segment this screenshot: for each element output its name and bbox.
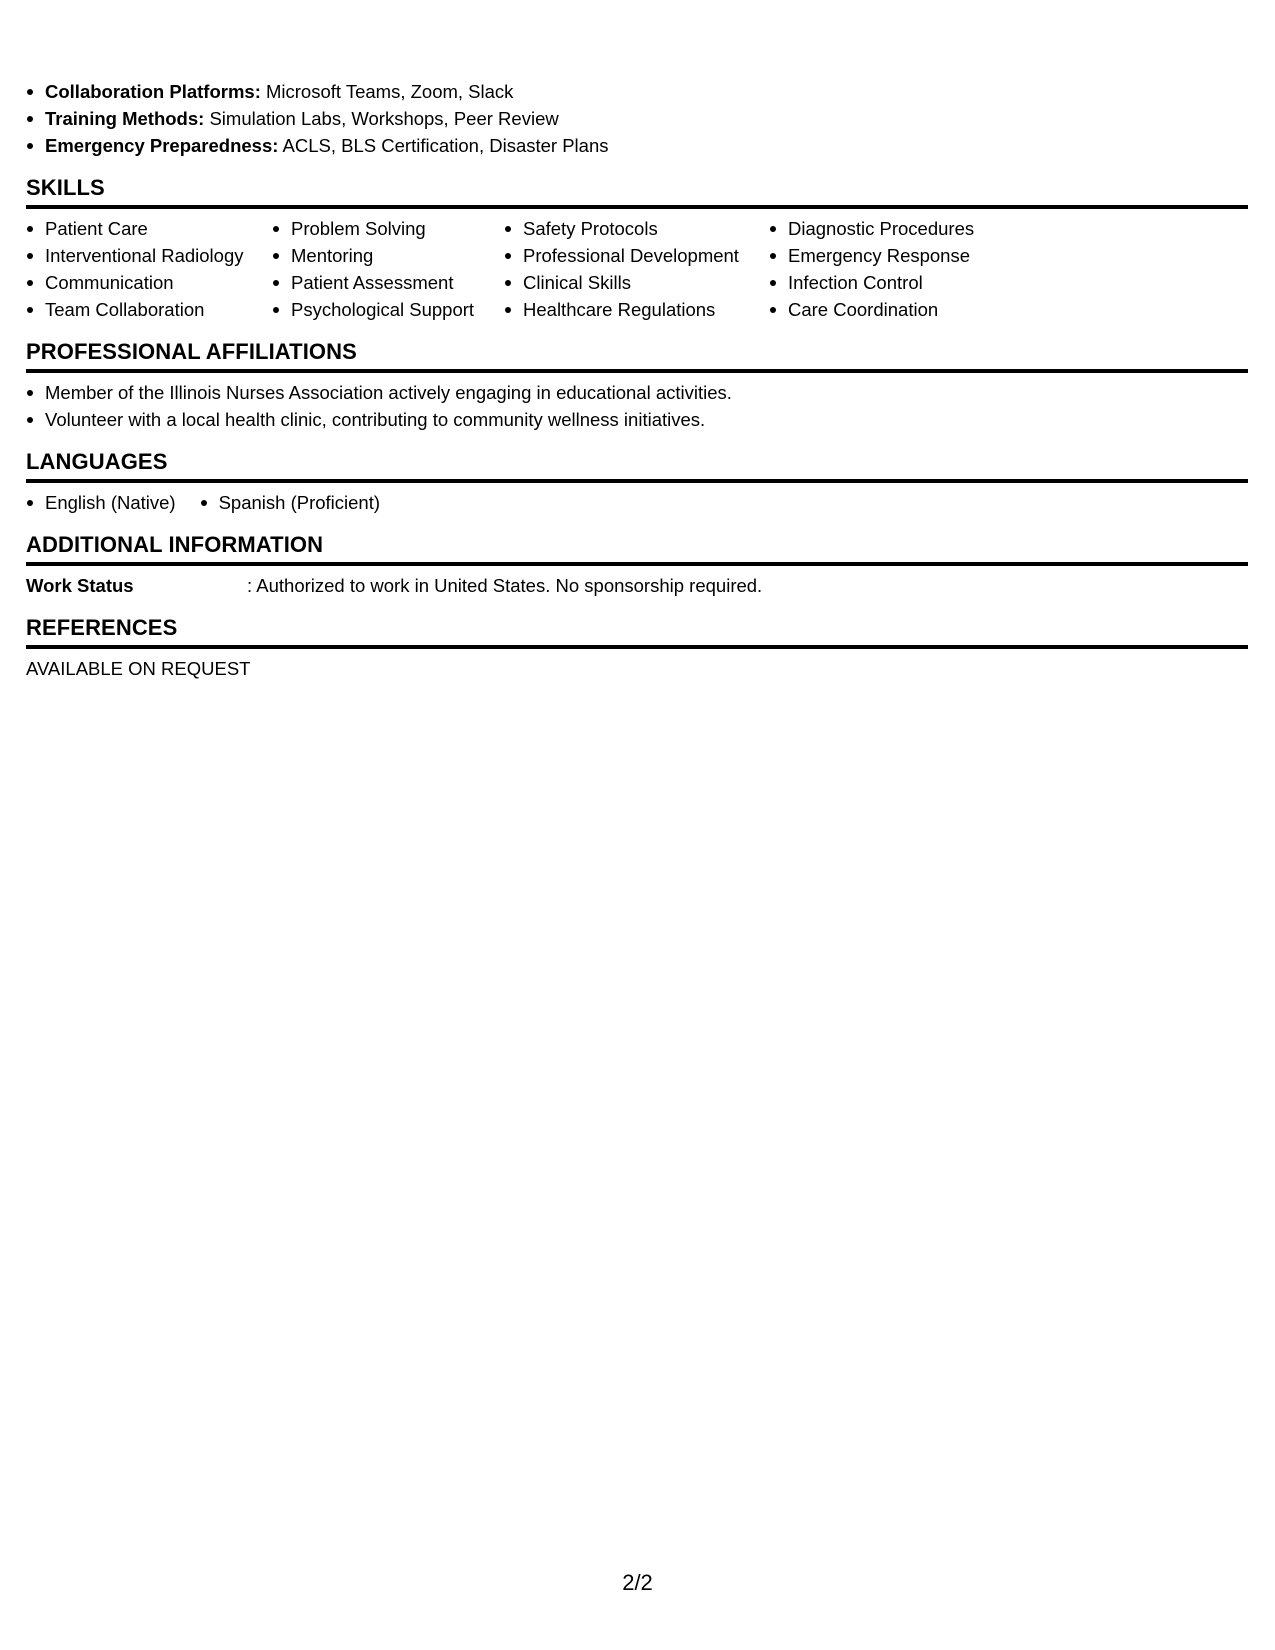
list-item: Member of the Illinois Nurses Association actively engaging in educational activities. — [26, 379, 1248, 406]
skill-item: Team Collaboration — [26, 296, 272, 323]
list-item — [26, 78, 1248, 105]
references-section — [26, 615, 1248, 682]
list-item: Volunteer with a local health clinic, contributing to community wellness initiatives. — [26, 406, 1248, 433]
skill-item: Problem Solving — [272, 215, 504, 242]
skill-item: Interventional Radiology — [26, 242, 272, 269]
skill-item: Patient Care — [26, 215, 272, 242]
skill-item: Clinical Skills — [504, 269, 769, 296]
work-status-label: Work Status — [26, 575, 134, 596]
skills-column — [272, 215, 504, 323]
skill-item: Patient Assessment — [272, 269, 504, 296]
affiliations-list — [26, 379, 1248, 433]
tools-list — [26, 78, 1248, 159]
skills-column — [26, 215, 272, 323]
tool-label: Collaboration Platforms: — [45, 81, 261, 102]
references-text: AVAILABLE ON REQUEST — [26, 658, 251, 679]
skill-item: Diagnostic Procedures — [769, 215, 1029, 242]
skill-item: Psychological Support — [272, 296, 504, 323]
list-item — [26, 105, 1248, 132]
languages-list — [26, 489, 1248, 516]
skill-item: Infection Control — [769, 269, 1029, 296]
skill-item: Professional Development — [504, 242, 769, 269]
section-heading: ADDITIONAL INFORMATION — [26, 532, 1248, 566]
additional-info-section — [26, 532, 1248, 599]
languages-section — [26, 449, 1248, 516]
section-heading: REFERENCES — [26, 615, 1248, 649]
work-status-row — [26, 572, 1248, 599]
section-heading: SKILLS — [26, 175, 1248, 209]
tool-value: Simulation Labs, Workshops, Peer Review — [209, 108, 559, 129]
skills-grid — [26, 215, 1248, 323]
tool-value: ACLS, BLS Certification, Disaster Plans — [282, 135, 609, 156]
tool-label: Emergency Preparedness: — [45, 135, 279, 156]
skill-item: Healthcare Regulations — [504, 296, 769, 323]
skill-item: Safety Protocols — [504, 215, 769, 242]
section-heading: LANGUAGES — [26, 449, 1248, 483]
tool-value: Microsoft Teams, Zoom, Slack — [266, 81, 514, 102]
work-status-value: : Authorized to work in United States. No sponsorship required. — [247, 575, 763, 596]
skills-column — [504, 215, 769, 323]
skill-item: Communication — [26, 269, 272, 296]
tool-label: Training Methods: — [45, 108, 205, 129]
skills-column — [769, 215, 1029, 323]
language-item: English (Native) — [26, 489, 176, 516]
language-item: Spanish (Proficient) — [200, 489, 380, 516]
list-item — [26, 132, 1248, 159]
section-heading: PROFESSIONAL AFFILIATIONS — [26, 339, 1248, 373]
skill-item: Mentoring — [272, 242, 504, 269]
skill-item: Emergency Response — [769, 242, 1029, 269]
page-number: 2/2 — [622, 1570, 653, 1595]
skill-item: Care Coordination — [769, 296, 1029, 323]
resume-page-2 — [26, 78, 1248, 682]
affiliations-section — [26, 339, 1248, 433]
skills-section — [26, 175, 1248, 323]
